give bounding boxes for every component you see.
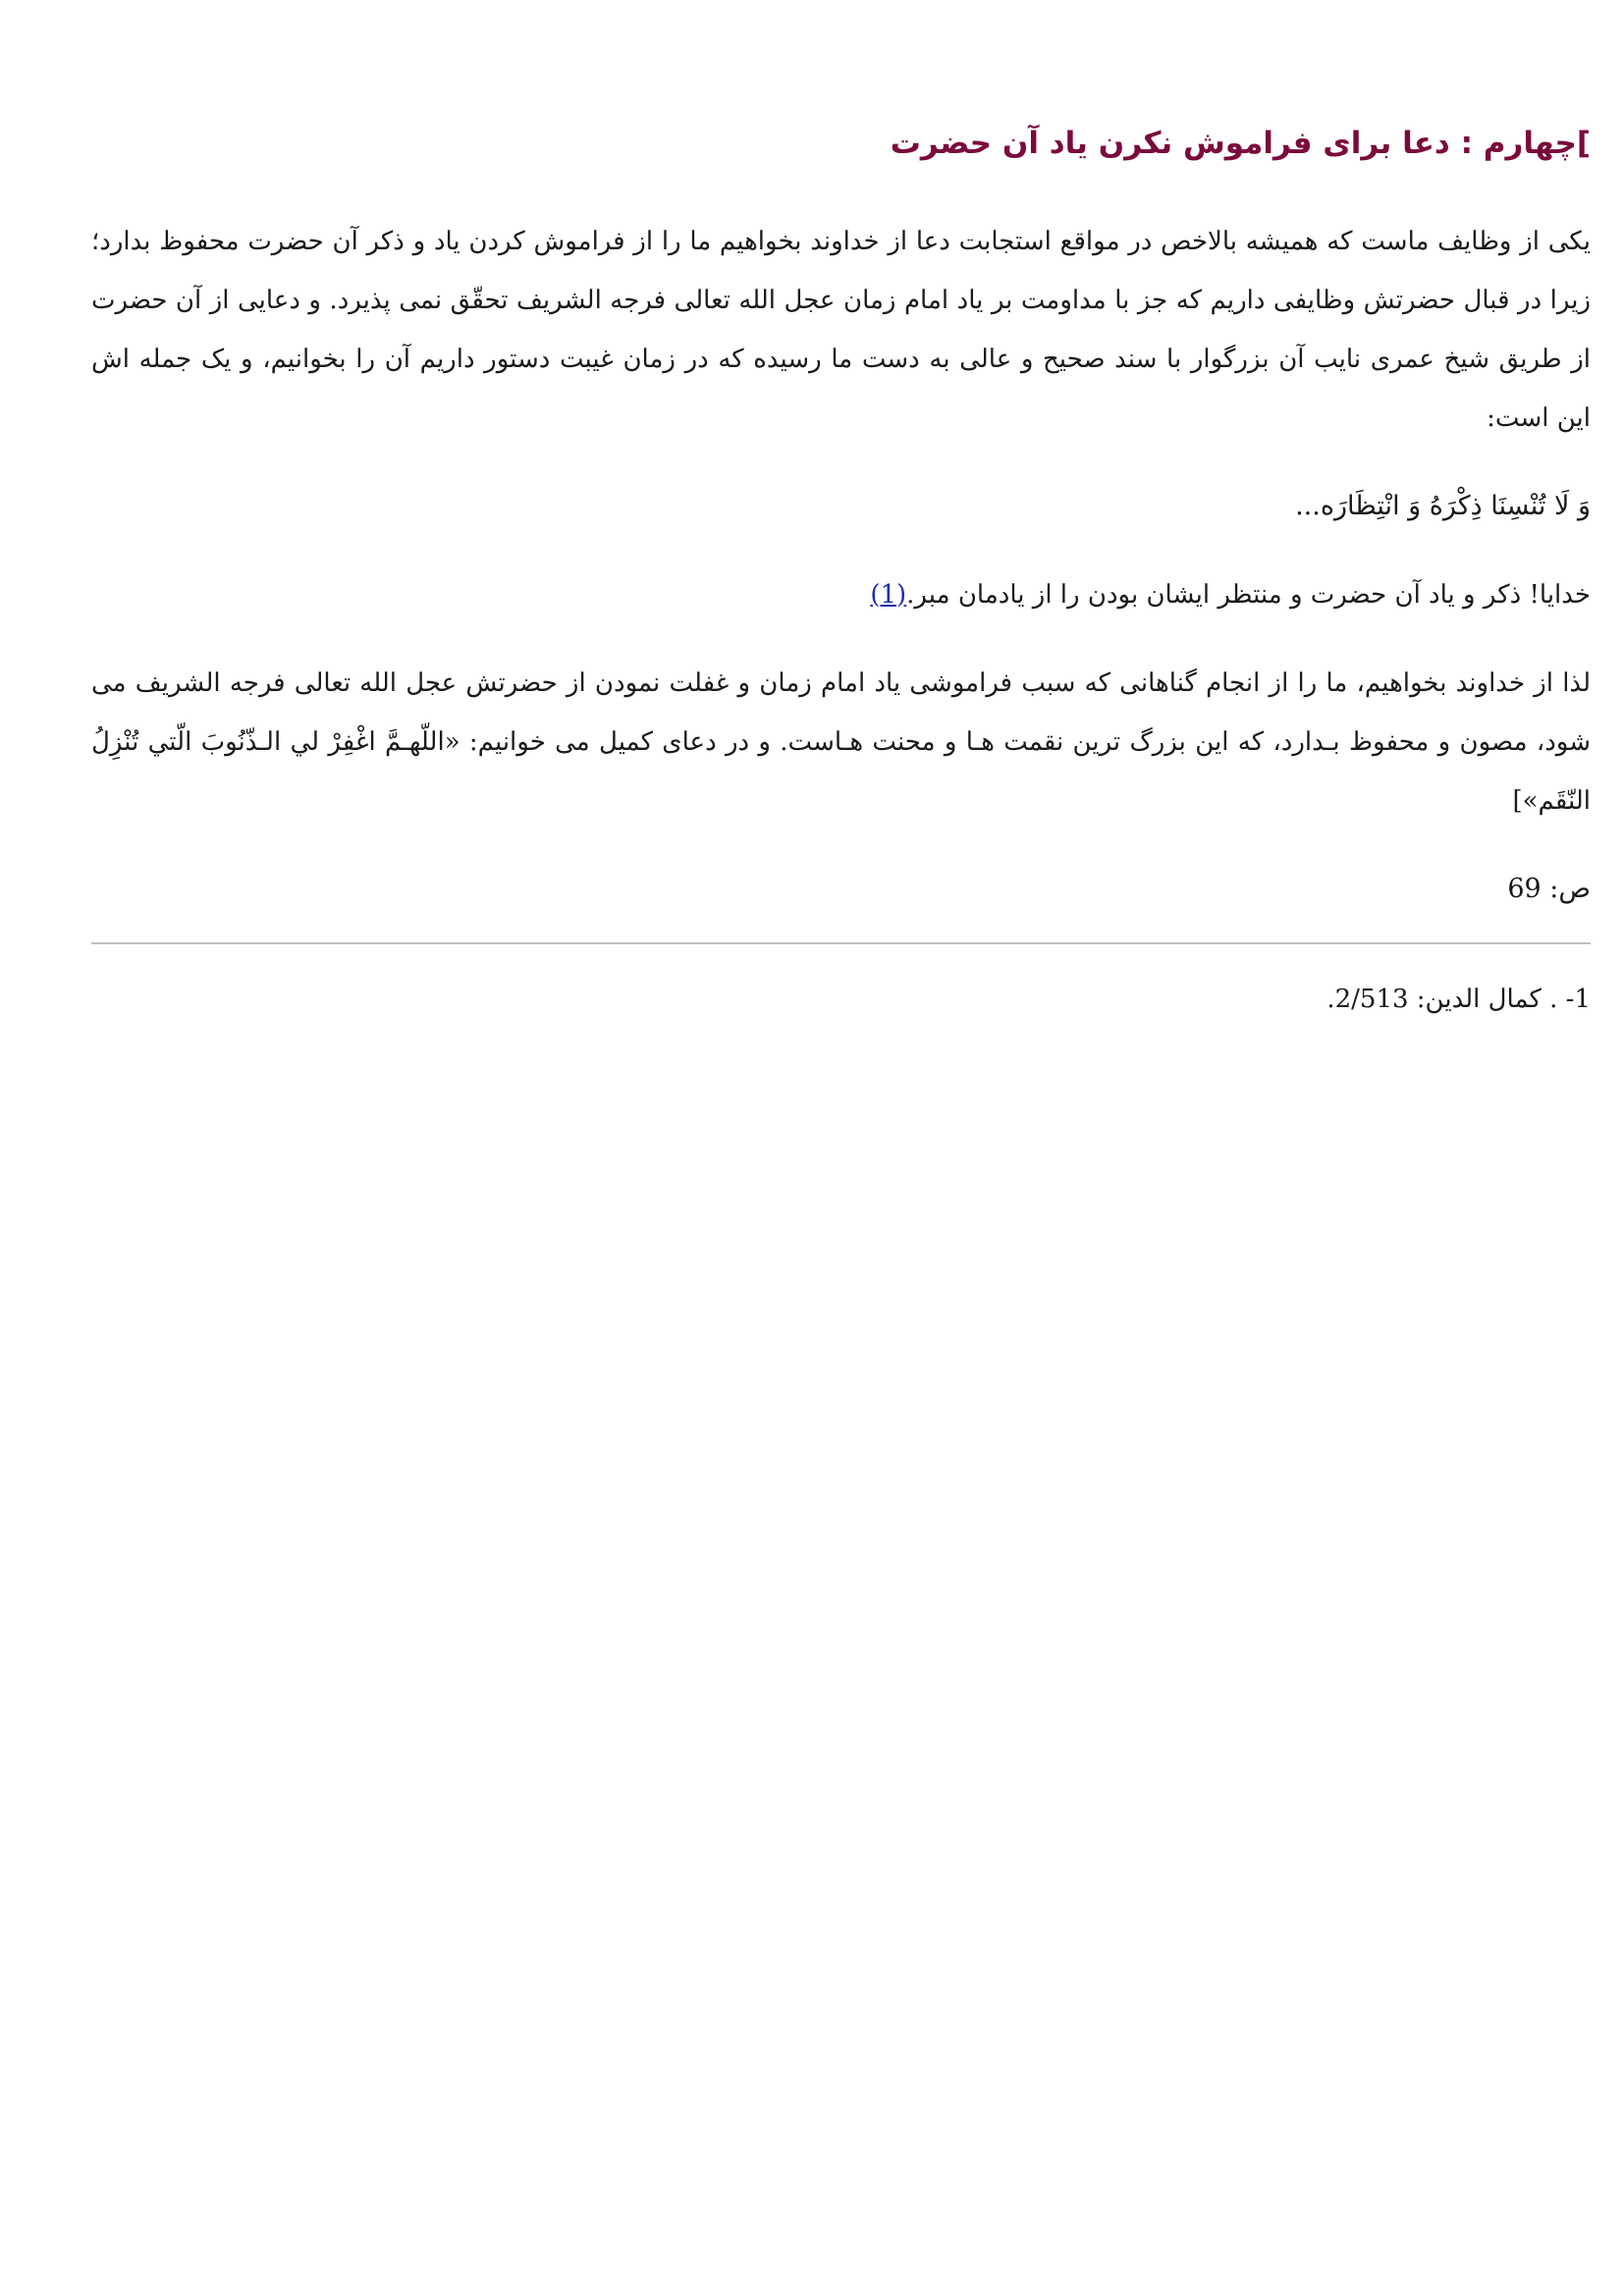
footnote-text: 1- . کمال الدین: 2/513. — [1326, 985, 1591, 1014]
arabic-quote: وَ لَا تُنْسِنَا ذِكْرَهُ وَ انْتِظَارَه... — [1295, 491, 1591, 521]
paragraph-2-text: خدایا! ذکر و یاد آن حضرت و منتظر ایشان بودن را از یادمان مبر. — [906, 580, 1591, 610]
body-paragraph-3: لذا از خداوند بخواهیم، ما را از انجام گناهانی که سبب فراموشی یاد امام زمان و غفلت نمودن از حضرتش عجل الله تعالی فرجه الشریف می شود، مصون و محفوظ بـدارد، که این بزرگ ترین نقمت هـا و محنت هـاست. و در دعای کمیل می خوانیم: «اللّهـمَّ اغْفِرْ لي الـذّنُوبَ الّتي تُنْزِلُ النّقَم»] — [91, 668, 1591, 816]
footnote-divider — [91, 942, 1591, 944]
page-number: ص: 69 — [1507, 874, 1591, 904]
body-paragraph-2 — [91, 565, 1591, 624]
body-paragraph-1: یکی از وظایف ماست که همیشه بالاخص در مواقع استجابت دعا از خداوند بخواهیم ما را از فراموش کردن یاد و ذکر آن حضرت محفوظ بدارد؛ زیرا در قبال حضرتش وظایفی داریم که جز با مداومت بر یاد امام زمان عجل الله تعالی فرجه الشریف تحقّق نمی پذیرد. و دعایی از آن حضرت از طریق شیخ عمری نایب آن بزرگوار با سند صحیح و عالی به دست ما رسیده که در زمان غیبت دستور داریم آن را بخوانیم، و یک جمله اش این است: — [91, 227, 1591, 433]
section-heading: ]چهارم : دعا برای فراموش نکرن یاد آن حضرت — [890, 126, 1591, 161]
footnote-link[interactable]: (1) — [870, 580, 907, 610]
document-page — [91, 98, 1591, 1029]
